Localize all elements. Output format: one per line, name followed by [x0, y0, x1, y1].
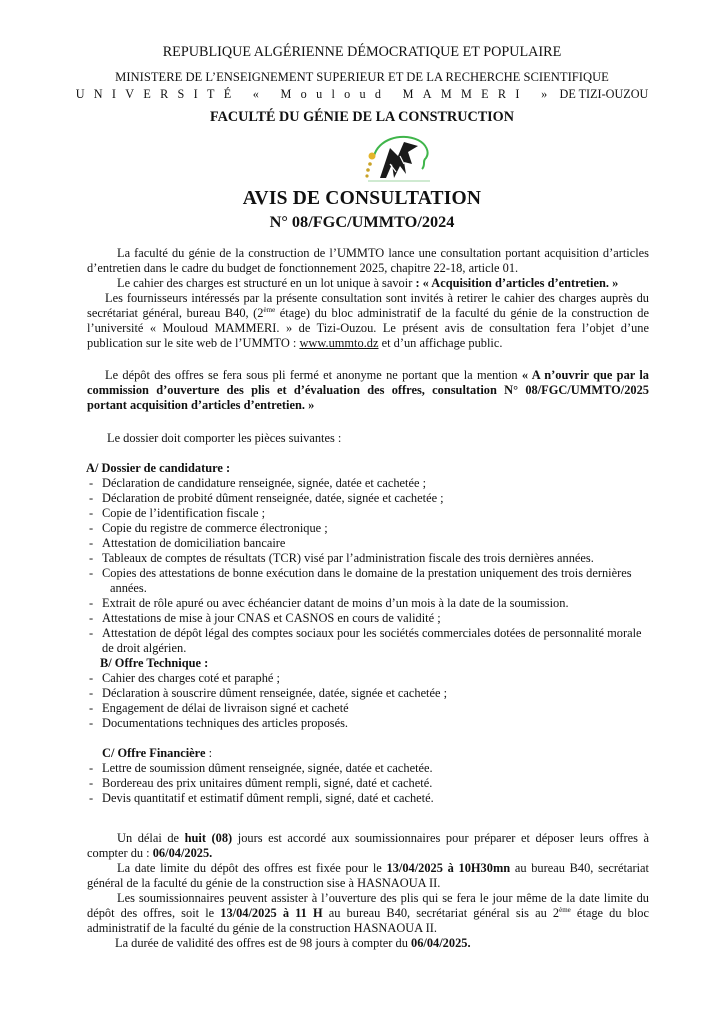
section-c-title-text: C/ Offre Financière — [102, 746, 206, 760]
list-item-text: Déclaration de candidature renseignée, signée, datée et cachetée ; — [102, 476, 427, 490]
list-item — [86, 596, 658, 611]
list-item-text: Cahier des charges coté et paraphé ; — [102, 671, 280, 685]
opening-text-2: au bureau B40, secrétariat général sis au 2 — [322, 906, 560, 920]
deposit-mention: « A n’ouvrir que par la commission d’ouverture des plis et d’évaluation des offres, consultation N° 08/FGC/UMMTO/2025 portant acquisition d’articles d’entretien. » — [87, 368, 649, 412]
list-item-text: Déclaration à souscrire dûment renseignée, datée, signée et cachetée ; — [102, 686, 448, 700]
opening-text-3: étage du bloc administratif de la faculté du génie de la construction HASNAOUA II. — [87, 906, 649, 935]
retrieval-text: Les fournisseurs intéressés par la présente consultation sont invités à retirer le cahier des charges auprès du secrétariat général, bureau B40, (2 — [87, 291, 649, 320]
closing-section — [87, 831, 649, 951]
list-item-text: Attestation de domiciliation bancaire — [102, 536, 286, 550]
list-item-text: Bordereau des prix unitaires dûment rempli, signé, daté et cacheté. — [102, 776, 433, 790]
list-item — [86, 761, 658, 776]
list-item — [86, 476, 658, 491]
validity-text: La durée de validité des offres est de 98 jours à compter du — [115, 936, 412, 950]
list-item-continuation: de droit algérien. — [102, 641, 187, 655]
opening-date: 13/04/2025 à 11 H — [220, 906, 323, 920]
intro-section — [87, 246, 649, 351]
document-title: AVIS DE CONSULTATION — [242, 188, 482, 209]
validity-date: 06/04/2025. — [411, 936, 471, 950]
delay-days: huit (08) — [184, 831, 233, 845]
validity-paragraph — [87, 936, 649, 951]
list-item — [86, 716, 658, 731]
section-a — [86, 461, 658, 806]
superscript: ème — [559, 906, 571, 914]
list-item — [86, 566, 658, 596]
republic-header: REPUBLIQUE ALGÉRIENNE DÉMOCRATIQUE ET POPULAIRE — [162, 44, 562, 60]
section-a-title: A/ Dossier de candidature : — [86, 461, 231, 475]
list-item — [86, 776, 658, 791]
deadline-text: La date limite du dépôt des offres est fixée pour le — [117, 861, 387, 875]
lot-text: Le cahier des charges est structuré en un lot unique à savoir — [117, 276, 413, 290]
list-item — [86, 701, 658, 716]
ministry-header: MINISTERE DE L’ENSEIGNEMENT SUPERIEUR ET DE LA RECHERCHE SCIENTIFIQUE — [115, 70, 609, 84]
faculty-header: FACULTÉ DU GÉNIE DE LA CONSTRUCTION — [210, 109, 514, 125]
list-item-text: Copie de l’identification fiscale ; — [102, 506, 266, 520]
list-item-text: Attestations de mise à jour CNAS et CASNOS en cours de validité ; — [102, 611, 441, 625]
list-item-text: Extrait de rôle apuré ou avec échéancier datant de moins d’un mois à la date de la soumission. — [102, 596, 569, 610]
dossier-intro-text: Le dossier doit comporter les pièces suivantes : — [107, 431, 342, 445]
list-item — [86, 551, 658, 566]
lot-name: : « Acquisition d’articles d’entretien. » — [415, 276, 619, 290]
list-item — [86, 686, 658, 701]
deadline-paragraph — [87, 861, 649, 891]
list-item — [86, 791, 658, 806]
intro-paragraph-1: La faculté du génie de la construction de l’UMMTO lance une consultation portant acquisition d’articles d’entretien dans le cadre du budget de fonctionnement 2025, chapitre 22-18, article 01. — [87, 246, 649, 275]
retrieval-text-3: et d’un affichage public. — [378, 336, 503, 350]
section-b-title: B/ Offre Technique : — [100, 656, 209, 670]
consultation-number: N° 08/FGC/UMMTO/2024 — [269, 212, 455, 231]
list-item — [86, 671, 658, 686]
list-item-text: Tableaux de comptes de résultats (TCR) visé par l’administration fiscale des trois dernières années. — [102, 551, 594, 565]
delay-start-date: 06/04/2025. — [152, 846, 213, 860]
university-header — [0, 87, 724, 102]
deposit-text: Le dépôt des offres se fera sous pli fermé et anonyme ne portant que la mention — [105, 368, 522, 382]
deposit-paragraph — [87, 368, 649, 413]
list-item-text: Copie du registre de commerce électronique ; — [102, 521, 328, 535]
deadline-text-2: au bureau B40, secrétariat général de la faculté du génie de la construction sise à HASNAOUA II. — [87, 861, 649, 890]
section-c-colon: : — [205, 746, 213, 760]
ummto-logo-icon — [360, 134, 434, 184]
section-c-list — [86, 761, 658, 806]
list-item — [86, 536, 658, 551]
list-item-text: Documentations techniques des articles proposés. — [102, 716, 349, 730]
website-link[interactable]: www.ummto.dz — [299, 336, 379, 350]
opening-text: Les soumissionnaires peuvent assister à l’ouverture des plis qui se fera le jour même de la date limite du dépôt des offres, soit le — [87, 891, 649, 920]
list-item — [86, 521, 658, 536]
list-item — [86, 491, 658, 506]
list-item-text: Devis quantitatif et estimatif dûment rempli, signé, daté et cacheté. — [102, 791, 434, 805]
list-item-text: Copies des attestations de bonne exécution dans le domaine de la prestation uniquement des trois dernières — [102, 566, 632, 580]
intro-paragraph-3 — [87, 291, 649, 351]
list-item-text: Déclaration de probité dûment renseignée, datée, signée et cachetée ; — [102, 491, 444, 505]
section-b-list — [86, 671, 658, 731]
deposit-section — [87, 368, 649, 413]
list-item-continuation: années. — [110, 581, 147, 595]
delay-text: Un délai de — [117, 831, 185, 845]
list-item-text: Lettre de soumission dûment renseignée, signée, datée et cachetée. — [102, 761, 433, 775]
deadline-date: 13/04/2025 à 10H30mn — [386, 861, 511, 875]
opening-paragraph — [87, 891, 649, 936]
superscript: ème — [263, 306, 276, 314]
dossier-intro — [87, 431, 649, 446]
list-item — [86, 611, 658, 626]
section-c-title — [86, 746, 658, 761]
intro-paragraph-2 — [87, 276, 649, 291]
section-a-list — [86, 476, 658, 656]
list-item — [86, 626, 658, 656]
list-item-text: Engagement de délai de livraison signé et cacheté — [102, 701, 349, 715]
delay-paragraph — [87, 831, 649, 861]
delay-text-2: jours est accordé aux soumissionnaires pour préparer et déposer leurs offres à compter du : — [87, 831, 649, 860]
university-city: DE TIZI-OUZOU — [559, 87, 649, 101]
retrieval-text-2: étage) du bloc administratif de la faculté du génie de la construction de l’université « Mouloud MAMMERI. » de Tizi-Ouzou. Le présent avis de consultation fera l’objet d’une publication sur le site web de l’UMMTO : — [87, 306, 649, 350]
list-item — [86, 506, 658, 521]
university-name: UNIVERSITÉ « Mouloud MAMMERI » — [75, 87, 557, 101]
list-item-text: Attestation de dépôt légal des comptes sociaux pour les sociétés commerciales dotées de personnalité morale — [102, 626, 642, 640]
